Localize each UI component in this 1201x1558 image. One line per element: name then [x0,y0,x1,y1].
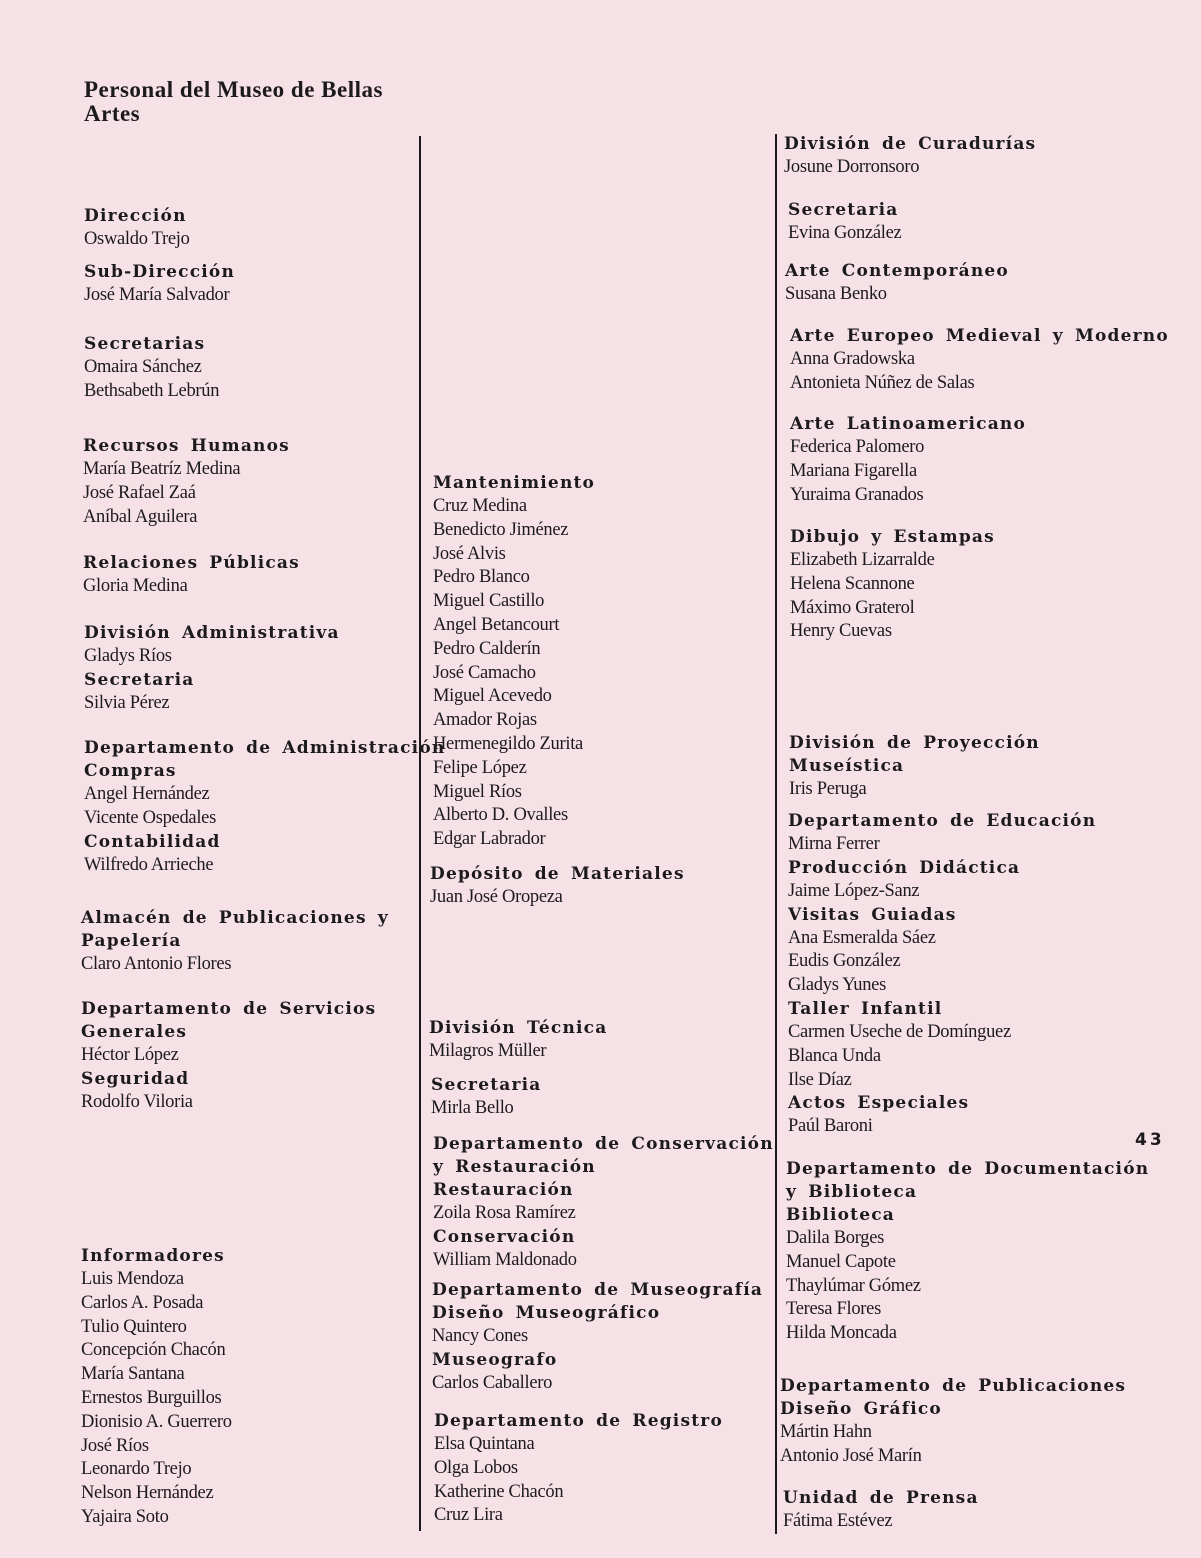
staff-name: Cruz Lira [434,1505,503,1526]
staff-name: María Santana [81,1364,185,1385]
staff-name: Felipe López [433,757,527,778]
page-number: 43 [1135,1130,1165,1150]
section-heading: División de Proyección [789,733,1040,753]
staff-name: Claro Antonio Flores [81,954,232,974]
section [432,1279,777,1396]
section-heading: Departamento de Registro [434,1411,723,1431]
staff-name: Tulio Quintero [81,1316,187,1337]
section-heading: Secretarias [84,334,206,354]
staff-name: Mártin Hahn [780,1422,872,1442]
section-heading: Secretaria [84,669,195,690]
staff-name: José María Salvador [84,285,230,305]
staff-name: Evina González [788,223,902,243]
section [780,1375,1150,1469]
section-heading: Contabilidad [84,831,221,852]
staff-name: Cruz Medina [433,496,527,516]
staff-name: Zoila Rosa Ramírez [433,1203,576,1223]
staff-name: Henry Cuevas [790,621,892,642]
section-heading: Diseño Gráfico [780,1399,942,1419]
section [81,907,426,977]
section-heading: Sub-Dirección [84,262,236,282]
staff-name: Thaylúmar Gómez [786,1275,921,1296]
section-heading: Departamento de Museografía [432,1280,764,1300]
section [84,261,429,308]
section-heading: Secretaria [431,1075,542,1095]
section [790,413,1160,507]
section [430,863,775,910]
staff-name: Dionisio A. Guerrero [81,1411,232,1432]
staff-name: Leonardo Trejo [81,1459,192,1480]
section [433,472,778,852]
staff-name: Benedicto Jiménez [433,519,569,540]
section [788,810,1158,1139]
section [429,1017,774,1064]
section-heading: Departamento de Conservación [433,1134,774,1154]
staff-name: Omaira Sánchez [84,357,202,377]
section-heading: Seguridad [81,1068,190,1089]
staff-name: José Ríos [81,1435,149,1456]
section-heading: Arte Contemporáneo [785,261,1009,281]
staff-name: Jaime López-Sanz [788,880,920,901]
staff-name: Edgar Labrador [433,829,546,850]
section-heading: Arte Latinoamericano [790,414,1027,434]
staff-name: William Maldonado [433,1249,577,1270]
page-title: Personal del Museo de Bellas Artes [84,77,383,126]
staff-name: Elsa Quintana [434,1434,535,1454]
staff-name: Dalila Borges [786,1228,885,1248]
section-heading: Actos Especiales [788,1093,970,1114]
staff-name: José Camacho [433,662,536,683]
section-heading: Departamento de Publicaciones [780,1376,1127,1396]
section-heading: y Restauración [433,1157,596,1177]
section-heading: y Biblioteca [786,1182,918,1202]
staff-name: Carmen Useche de Domínguez [788,1021,1011,1042]
section-heading: Biblioteca [786,1205,896,1225]
staff-name: Miguel Acevedo [433,686,552,707]
section-heading: Unidad de Prensa [783,1488,979,1508]
staff-name: Amador Rojas [433,710,537,731]
staff-name: María Beatríz Medina [83,459,241,479]
section-heading: Departamento de Administración [84,738,446,758]
staff-name: Miguel Castillo [433,591,545,612]
section-heading: Taller Infantil [788,998,943,1019]
section-heading: Papelería [81,931,182,951]
section [790,526,1160,644]
section-heading: Compras [84,761,177,781]
section-heading: Almacén de Publicaciones y [81,908,389,928]
section-heading: Secretaria [788,200,899,220]
staff-name: Eudis González [788,951,901,972]
section-heading: Conservación [433,1226,576,1247]
staff-name: Nelson Hernández [81,1483,214,1504]
staff-name: Federica Palomero [790,437,925,457]
section [84,737,446,877]
section [790,325,1169,396]
section-heading: Arte Europeo Medieval y Moderno [790,326,1169,346]
section-heading: Depósito de Materiales [430,864,685,884]
section [81,998,426,1115]
section [83,435,428,529]
section-heading: Recursos Humanos [83,436,290,456]
staff-name: Hilda Moncada [786,1323,897,1344]
staff-name: Héctor López [81,1045,179,1065]
section [789,732,1159,802]
section [434,1410,779,1528]
staff-name: Juan José Oropeza [430,887,563,907]
staff-name: Helena Scannone [790,573,915,594]
section [84,333,429,404]
section-heading: División Administrativa [84,623,340,643]
staff-name: Fátima Estévez [783,1511,893,1531]
staff-name: Katherine Chacón [434,1481,564,1502]
staff-name: Mirla Bello [431,1098,514,1118]
staff-name: Nancy Cones [432,1326,528,1346]
staff-name: Anna Gradowska [790,349,915,369]
section [431,1074,776,1121]
section-heading: Informadores [81,1246,225,1266]
staff-name: Carlos A. Posada [81,1292,204,1313]
section [81,1245,426,1530]
section [788,199,1158,246]
section [433,1133,778,1273]
staff-name: Ilse Díaz [788,1069,852,1090]
section-heading: Departamento de Servicios [81,999,377,1019]
section [784,133,1154,180]
staff-name: Luis Mendoza [81,1269,184,1289]
staff-name: Antonio José Marín [780,1445,922,1466]
section-heading: Dirección [84,206,187,226]
staff-name: Miguel Ríos [433,781,522,802]
section-heading: Departamento de Documentación [786,1159,1150,1179]
staff-name: Pedro Calderín [433,638,541,659]
staff-name: Susana Benko [785,284,887,304]
staff-name: Aníbal Aguilera [83,506,198,527]
staff-name: Mariana Figarella [790,460,917,481]
section-heading: Museografo [432,1349,558,1370]
section-heading: Generales [81,1022,188,1042]
section-heading: Producción Didáctica [788,857,1021,878]
staff-name: Iris Peruga [789,779,867,799]
section [84,205,429,252]
section [783,1487,1153,1534]
section-heading: Dibujo y Estampas [790,527,995,547]
staff-name: Antonieta Núñez de Salas [790,372,975,393]
section [83,552,428,599]
section-heading: División de Curadurías [784,134,1037,154]
staff-name: Mirna Ferrer [788,834,880,854]
staff-name: Hermenegildo Zurita [433,733,583,754]
section-heading: Restauración [433,1180,574,1200]
section [84,622,429,716]
section-heading: Relaciones Públicas [83,553,300,573]
staff-name: Angel Betancourt [433,614,560,635]
staff-name: José Rafael Zaá [83,482,196,503]
staff-name: Bethsabeth Lebrún [84,380,220,401]
staff-name: Gloria Medina [83,576,188,596]
staff-name: Angel Hernández [84,784,210,804]
staff-name: Ana Esmeralda Sáez [788,927,936,948]
section [786,1158,1156,1346]
staff-name: Oswaldo Trejo [84,229,190,249]
staff-name: Gladys Yunes [788,975,886,996]
section-heading: Mantenimiento [433,473,596,493]
staff-name: Gladys Ríos [84,646,172,666]
staff-name: Pedro Blanco [433,567,530,588]
staff-name: Yuraima Granados [790,484,924,505]
staff-name: Paúl Baroni [788,1116,873,1137]
staff-name: Carlos Caballero [432,1372,553,1393]
staff-name: Vicente Ospedales [84,807,216,828]
staff-name: Ernestos Burguillos [81,1387,222,1408]
staff-name: Blanca Unda [788,1045,881,1066]
section-heading: Departamento de Educación [788,811,1097,831]
staff-name: Rodolfo Viloria [81,1091,193,1112]
staff-name: Elizabeth Lizarralde [790,550,935,570]
section-heading: Museística [789,756,905,776]
section [785,260,1155,307]
staff-name: Silvia Pérez [84,692,170,713]
staff-name: Concepción Chacón [81,1340,226,1361]
staff-name: Josune Dorronsoro [784,157,920,177]
staff-name: Teresa Flores [786,1299,881,1320]
staff-name: Olga Lobos [434,1457,518,1478]
staff-name: Yajaira Soto [81,1506,169,1527]
section-heading: División Técnica [429,1018,608,1038]
staff-name: José Alvis [433,543,506,564]
staff-name: Milagros Müller [429,1041,547,1061]
staff-name: Wilfredo Arrieche [84,854,214,875]
staff-name: Alberto D. Ovalles [433,805,568,826]
staff-name: Máximo Graterol [790,597,915,618]
section-heading: Visitas Guiadas [788,904,957,925]
section-heading: Diseño Museográfico [432,1303,661,1323]
staff-name: Manuel Capote [786,1251,896,1272]
